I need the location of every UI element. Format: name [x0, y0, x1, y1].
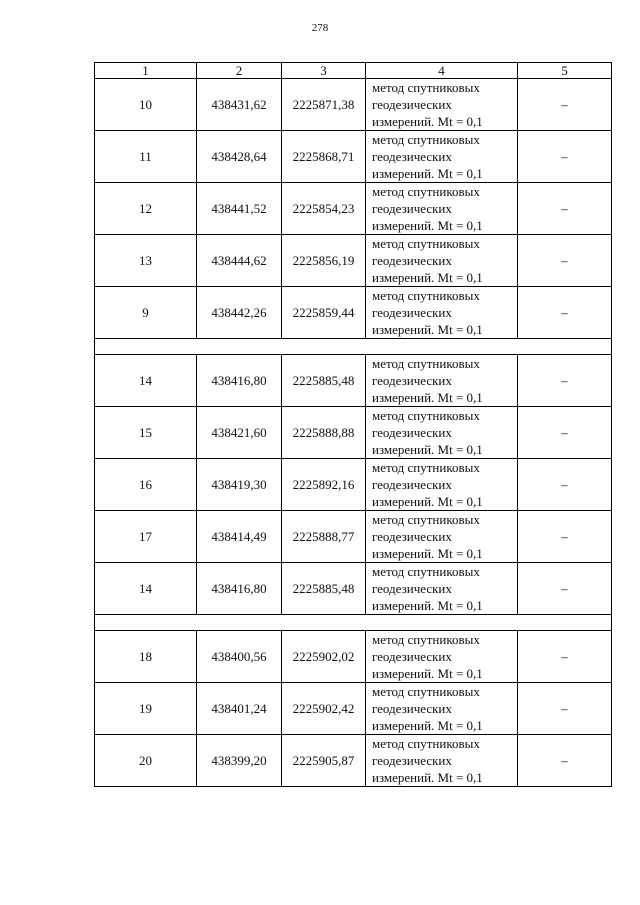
point-number-cell: 10 [95, 79, 197, 131]
note-cell: – [518, 735, 612, 787]
method-line: геодезических [372, 477, 452, 492]
y-coordinate-cell: 2225885,48 [282, 355, 366, 407]
separator-cell [95, 339, 612, 355]
table-row [95, 511, 612, 563]
table-row [95, 235, 612, 287]
y-coordinate-cell: 2225888,88 [282, 407, 366, 459]
method-cell [366, 183, 518, 235]
method-line: метод спутниковых [372, 736, 480, 751]
note-cell: – [518, 631, 612, 683]
method-line: геодезических [372, 753, 452, 768]
method-cell [366, 563, 518, 615]
method-line: метод спутниковых [372, 236, 480, 251]
method-cell [366, 131, 518, 183]
y-coordinate-cell: 2225888,77 [282, 511, 366, 563]
header-cell-2: 2 [197, 63, 282, 79]
method-cell [366, 235, 518, 287]
table-row [95, 683, 612, 735]
method-cell [366, 407, 518, 459]
y-coordinate-cell: 2225856,19 [282, 235, 366, 287]
note-cell: – [518, 355, 612, 407]
header-cell-5: 5 [518, 63, 612, 79]
method-line: геодезических [372, 529, 452, 544]
table-row [95, 459, 612, 511]
method-line: геодезических [372, 201, 452, 216]
y-coordinate-cell: 2225871,38 [282, 79, 366, 131]
method-line: измерений. Mt = 0,1 [372, 442, 483, 457]
note-cell: – [518, 287, 612, 339]
method-line: измерений. Mt = 0,1 [372, 166, 483, 181]
header-cell-1: 1 [95, 63, 197, 79]
method-line: измерений. Mt = 0,1 [372, 322, 483, 337]
method-line: метод спутниковых [372, 408, 480, 423]
note-cell: – [518, 459, 612, 511]
table-row [95, 407, 612, 459]
y-coordinate-cell: 2225868,71 [282, 131, 366, 183]
table-row [95, 631, 612, 683]
y-coordinate-cell: 2225854,23 [282, 183, 366, 235]
point-number-cell: 19 [95, 683, 197, 735]
method-line: метод спутниковых [372, 80, 480, 95]
point-number-cell: 11 [95, 131, 197, 183]
x-coordinate-cell: 438399,20 [197, 735, 282, 787]
note-cell: – [518, 563, 612, 615]
y-coordinate-cell: 2225902,42 [282, 683, 366, 735]
group-separator-row [95, 339, 612, 355]
x-coordinate-cell: 438442,26 [197, 287, 282, 339]
method-line: геодезических [372, 253, 452, 268]
x-coordinate-cell: 438414,49 [197, 511, 282, 563]
x-coordinate-cell: 438431,62 [197, 79, 282, 131]
note-cell: – [518, 235, 612, 287]
page-number: 278 [311, 22, 329, 34]
table-row [95, 79, 612, 131]
table-row [95, 735, 612, 787]
x-coordinate-cell: 438400,56 [197, 631, 282, 683]
method-line: геодезических [372, 581, 452, 596]
table-row [95, 287, 612, 339]
method-line: геодезических [372, 701, 452, 716]
header-row [95, 63, 612, 79]
method-line: метод спутниковых [372, 184, 480, 199]
note-cell: – [518, 683, 612, 735]
method-line: измерений. Mt = 0,1 [372, 718, 483, 733]
point-number-cell: 14 [95, 355, 197, 407]
note-cell: – [518, 183, 612, 235]
table-row [95, 183, 612, 235]
point-number-cell: 20 [95, 735, 197, 787]
method-line: метод спутниковых [372, 684, 480, 699]
method-line: геодезических [372, 149, 452, 164]
x-coordinate-cell: 438416,80 [197, 355, 282, 407]
y-coordinate-cell: 2225885,48 [282, 563, 366, 615]
method-line: геодезических [372, 649, 452, 664]
method-line: измерений. Mt = 0,1 [372, 270, 483, 285]
method-cell [366, 735, 518, 787]
note-cell: – [518, 407, 612, 459]
method-line: метод спутниковых [372, 564, 480, 579]
method-line: геодезических [372, 305, 452, 320]
x-coordinate-cell: 438401,24 [197, 683, 282, 735]
method-line: метод спутниковых [372, 132, 480, 147]
method-line: геодезических [372, 97, 452, 112]
method-line: метод спутниковых [372, 460, 480, 475]
y-coordinate-cell: 2225902,02 [282, 631, 366, 683]
method-line: измерений. Mt = 0,1 [372, 390, 483, 405]
method-cell [366, 511, 518, 563]
point-number-cell: 17 [95, 511, 197, 563]
point-number-cell: 14 [95, 563, 197, 615]
method-line: геодезических [372, 373, 452, 388]
note-cell: – [518, 511, 612, 563]
method-cell [366, 79, 518, 131]
y-coordinate-cell: 2225892,16 [282, 459, 366, 511]
method-line: измерений. Mt = 0,1 [372, 494, 483, 509]
method-line: геодезических [372, 425, 452, 440]
method-line: метод спутниковых [372, 356, 480, 371]
x-coordinate-cell: 438428,64 [197, 131, 282, 183]
x-coordinate-cell: 438441,52 [197, 183, 282, 235]
separator-cell [95, 615, 612, 631]
table-row [95, 563, 612, 615]
method-line: метод спутниковых [372, 632, 480, 647]
note-cell: – [518, 131, 612, 183]
method-line: измерений. Mt = 0,1 [372, 598, 483, 613]
method-cell [366, 287, 518, 339]
method-cell [366, 631, 518, 683]
table-row [95, 131, 612, 183]
y-coordinate-cell: 2225905,87 [282, 735, 366, 787]
point-number-cell: 15 [95, 407, 197, 459]
header-cell-3: 3 [282, 63, 366, 79]
method-line: измерений. Mt = 0,1 [372, 546, 483, 561]
method-cell [366, 355, 518, 407]
y-coordinate-cell: 2225859,44 [282, 287, 366, 339]
x-coordinate-cell: 438419,30 [197, 459, 282, 511]
note-cell: – [518, 79, 612, 131]
point-number-cell: 9 [95, 287, 197, 339]
method-cell [366, 459, 518, 511]
method-line: измерений. Mt = 0,1 [372, 114, 483, 129]
x-coordinate-cell: 438444,62 [197, 235, 282, 287]
table-body [95, 63, 612, 787]
x-coordinate-cell: 438421,60 [197, 407, 282, 459]
group-separator-row [95, 615, 612, 631]
coordinates-table [94, 62, 612, 787]
method-line: метод спутниковых [372, 288, 480, 303]
point-number-cell: 16 [95, 459, 197, 511]
method-line: метод спутниковых [372, 512, 480, 527]
method-cell [366, 683, 518, 735]
point-number-cell: 12 [95, 183, 197, 235]
point-number-cell: 18 [95, 631, 197, 683]
method-line: измерений. Mt = 0,1 [372, 770, 483, 785]
point-number-cell: 13 [95, 235, 197, 287]
table-row [95, 355, 612, 407]
x-coordinate-cell: 438416,80 [197, 563, 282, 615]
header-cell-4: 4 [366, 63, 518, 79]
method-line: измерений. Mt = 0,1 [372, 218, 483, 233]
method-line: измерений. Mt = 0,1 [372, 666, 483, 681]
